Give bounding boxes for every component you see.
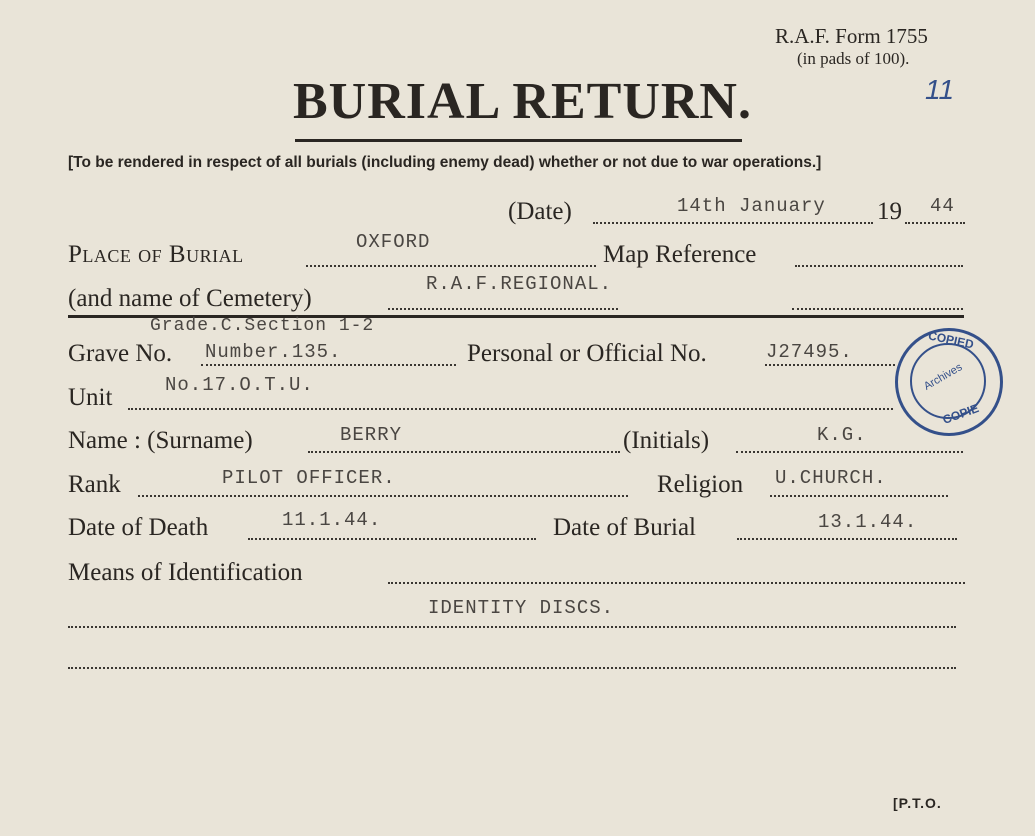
stamp-bottom-text: COPIE [940,401,981,427]
religion-label: Religion [657,471,744,498]
surname-value: BERRY [340,424,403,446]
place-of-burial-value: OXFORD [356,231,431,253]
place-of-burial-label: Place of Burial [68,241,244,268]
date-of-burial-value: 13.1.44. [818,511,918,533]
rank-dots [138,495,628,497]
year-dots [905,222,965,224]
year-prefix: 19 [877,198,902,225]
personal-no-dots [765,364,895,366]
date-label: (Date) [508,198,572,225]
place-dots [306,265,596,267]
surname-dots [308,451,620,453]
initials-value: K.G. [817,424,867,446]
title-underline [295,139,742,142]
pads-note: (in pads of 100). [797,49,910,68]
surname-label: Name : (Surname) [68,427,253,454]
rank-label: Rank [68,471,121,498]
identification-label: Means of Identification [68,559,303,586]
date-value: 14th January [677,195,826,217]
date-dots [593,222,873,224]
form-title: BURIAL RETURN. [293,73,752,130]
grave-section-value: Grade.C.Section 1-2 [150,316,375,336]
identification-dots [388,582,965,584]
grave-no-dots [201,364,456,366]
cemetery-label: (and name of Cemetery) [68,285,312,312]
stamp-middle-text: Archives [921,361,965,393]
date-of-death-value: 11.1.44. [282,509,382,531]
identification-value: IDENTITY DISCS. [428,597,615,619]
unit-label: Unit [68,384,113,411]
map-reference-dots [795,265,963,267]
map-reference-label: Map Reference [603,241,757,268]
identification-dots-3 [68,667,956,669]
identification-dots-2 [68,626,956,628]
initials-label: (Initials) [623,427,710,454]
stamp-top-text: COPIED [927,328,975,352]
pto-text: [P.T.O. [893,795,942,811]
religion-dots [770,495,948,497]
date-of-burial-label: Date of Burial [553,514,697,541]
instruction-text: [To be rendered in respect of all burials (including enemy dead) whether or not due to war operations.] [68,154,822,171]
personal-no-value: J27495. [766,341,853,363]
date-of-death-dots [248,538,536,540]
cemetery-dots-2 [792,308,963,310]
cemetery-dots [388,308,618,310]
personal-no-label: Personal or Official No. [467,340,707,367]
initials-dots [736,451,963,453]
grave-no-label: Grave No. [68,340,173,367]
copied-archives-stamp [895,328,1003,436]
form-number: R.A.F. Form 1755 [775,24,928,48]
grave-no-value: Number.135. [205,341,342,363]
year-value: 44 [930,195,955,217]
date-of-burial-dots [737,538,957,540]
handwritten-mark: 11 [925,74,955,105]
rank-value: PILOT OFFICER. [222,467,396,489]
religion-value: U.CHURCH. [775,467,887,489]
date-of-death-label: Date of Death [68,514,209,541]
unit-value: No.17.O.T.U. [165,374,314,396]
unit-dots [128,408,893,410]
cemetery-value: R.A.F.REGIONAL. [426,273,613,295]
